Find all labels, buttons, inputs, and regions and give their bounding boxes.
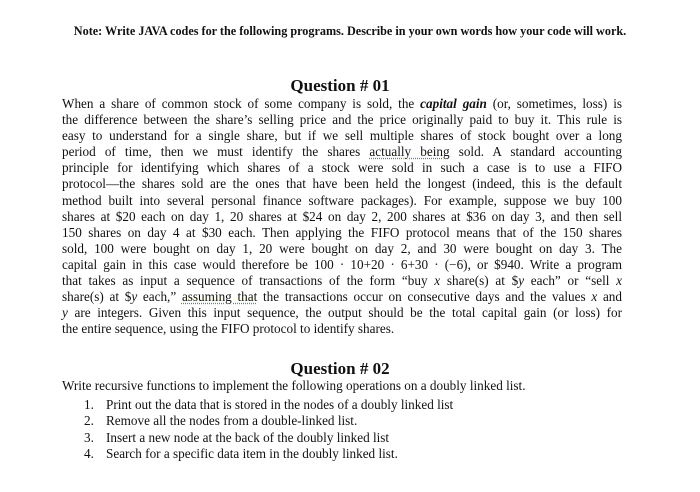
q1-text: the entire sequence, using the FIFO protocol to identify shares. bbox=[62, 321, 395, 337]
list-item bbox=[84, 430, 453, 446]
q1-line-14 bbox=[62, 305, 622, 321]
q1-text: sold. A standard accounting bbox=[449, 144, 622, 160]
q1-text: and bbox=[597, 289, 622, 305]
q1-var-y: y bbox=[518, 273, 525, 289]
list-item-text: Search for a specific data item in the doubly linked list. bbox=[106, 445, 398, 461]
q1-text: (or, sometimes, loss) is bbox=[486, 96, 622, 111]
q1-text: 150 shares on day 4 at $30 each. Then applying the FIFO protocol means that of the 150 shares bbox=[62, 224, 622, 240]
q1-line-13 bbox=[62, 289, 622, 305]
list-item-text: Print out the data that is stored in the nodes of a doubly linked list bbox=[106, 397, 454, 412]
q1-line-12 bbox=[62, 273, 622, 289]
q1-line-1 bbox=[62, 96, 622, 112]
q1-text: period of time, then we must identify the shares bbox=[62, 144, 370, 160]
q1-text: are integers. Given this input sequence, the output should be the total capital gain (or loss) for bbox=[67, 305, 622, 321]
q1-text: When a share of common stock of some company is sold, the bbox=[62, 96, 421, 111]
list-item bbox=[84, 397, 453, 413]
q1-line-8 bbox=[62, 209, 622, 225]
q1-line-5 bbox=[62, 160, 622, 176]
list-item-number: 3. bbox=[84, 429, 94, 445]
q1-text: the transactions occur on consecutive days and the values bbox=[257, 289, 592, 305]
q1-var-x: x bbox=[616, 273, 622, 289]
q1-text: capital gain in this case would therefore be 100 · 10+20 · 6+30 · (−6), or $940. Write a program bbox=[62, 256, 622, 272]
q1-text: each” or “sell bbox=[524, 273, 617, 289]
q1-line-9 bbox=[62, 225, 622, 241]
q1-text: principle for identifying which shares of a stock were sold in such a case is to use a FIFO bbox=[62, 160, 622, 176]
list-item-number: 1. bbox=[84, 397, 94, 412]
q1-underlined-actually-being: actually being bbox=[369, 144, 450, 160]
q1-text: each,” bbox=[137, 289, 182, 305]
q1-line-4 bbox=[62, 144, 622, 160]
question-1-body bbox=[62, 96, 622, 337]
q1-text: share(s) at $ bbox=[62, 289, 132, 305]
list-item-text: Insert a new node at the back of the doubly linked list bbox=[106, 429, 390, 445]
q1-line-2 bbox=[62, 112, 622, 128]
q1-text: shares at $20 each on day 1, 20 shares at $24 on day 2, 200 shares at $36 on day 3, and then sell bbox=[62, 208, 622, 224]
question-2-intro: Write recursive functions to implement the following operations on a doubly linked list. bbox=[62, 378, 526, 393]
q1-var-y: y bbox=[62, 305, 68, 321]
q1-line-6 bbox=[62, 176, 622, 192]
q1-var-y: y bbox=[131, 289, 138, 305]
q1-line-15 bbox=[62, 321, 622, 337]
q1-emphasis-capital-gain: capital gain bbox=[420, 96, 487, 111]
list-item-text: Remove all the nodes from a double-linked list. bbox=[106, 413, 358, 429]
question-1-heading: Question # 01 bbox=[290, 76, 390, 95]
q1-text: that takes as input a sequence of transactions of the form “buy bbox=[62, 273, 435, 289]
question-2-list bbox=[84, 397, 453, 462]
question-2-heading: Question # 02 bbox=[290, 359, 390, 378]
q1-line-3 bbox=[62, 128, 622, 144]
q1-line-7 bbox=[62, 193, 622, 209]
list-item bbox=[84, 413, 453, 429]
list-item-number: 2. bbox=[84, 413, 94, 429]
instructions-note: Note: Write JAVA codes for the following programs. Describe in your own words how your code will work. bbox=[73, 24, 627, 38]
q1-var-x: x bbox=[434, 273, 441, 289]
list-item bbox=[84, 446, 453, 462]
q1-text: easy to understand for a single share, but if we sell multiple shares of stock bought over a long bbox=[62, 128, 622, 144]
list-item-number: 4. bbox=[84, 445, 94, 461]
q1-text: share(s) at $ bbox=[440, 273, 519, 289]
q1-text: method built into several personal finance software packages). For example, suppose we buy 100 bbox=[62, 192, 622, 208]
q1-text: protocol—the shares sold are the ones that have been held the longest (indeed, this is the default bbox=[62, 176, 622, 192]
q1-text: the difference between the share’s selling price and the price originally paid to buy it. This rule is bbox=[62, 112, 622, 128]
q1-var-x: x bbox=[591, 289, 598, 305]
q1-text: sold, 100 were bought on day 1, 20 were bought on day 2, and 30 were bought on day 3. The bbox=[62, 240, 622, 256]
q1-underlined-assuming-that: assuming that bbox=[181, 289, 258, 305]
q1-line-10 bbox=[62, 241, 622, 257]
q1-line-11 bbox=[62, 257, 622, 273]
